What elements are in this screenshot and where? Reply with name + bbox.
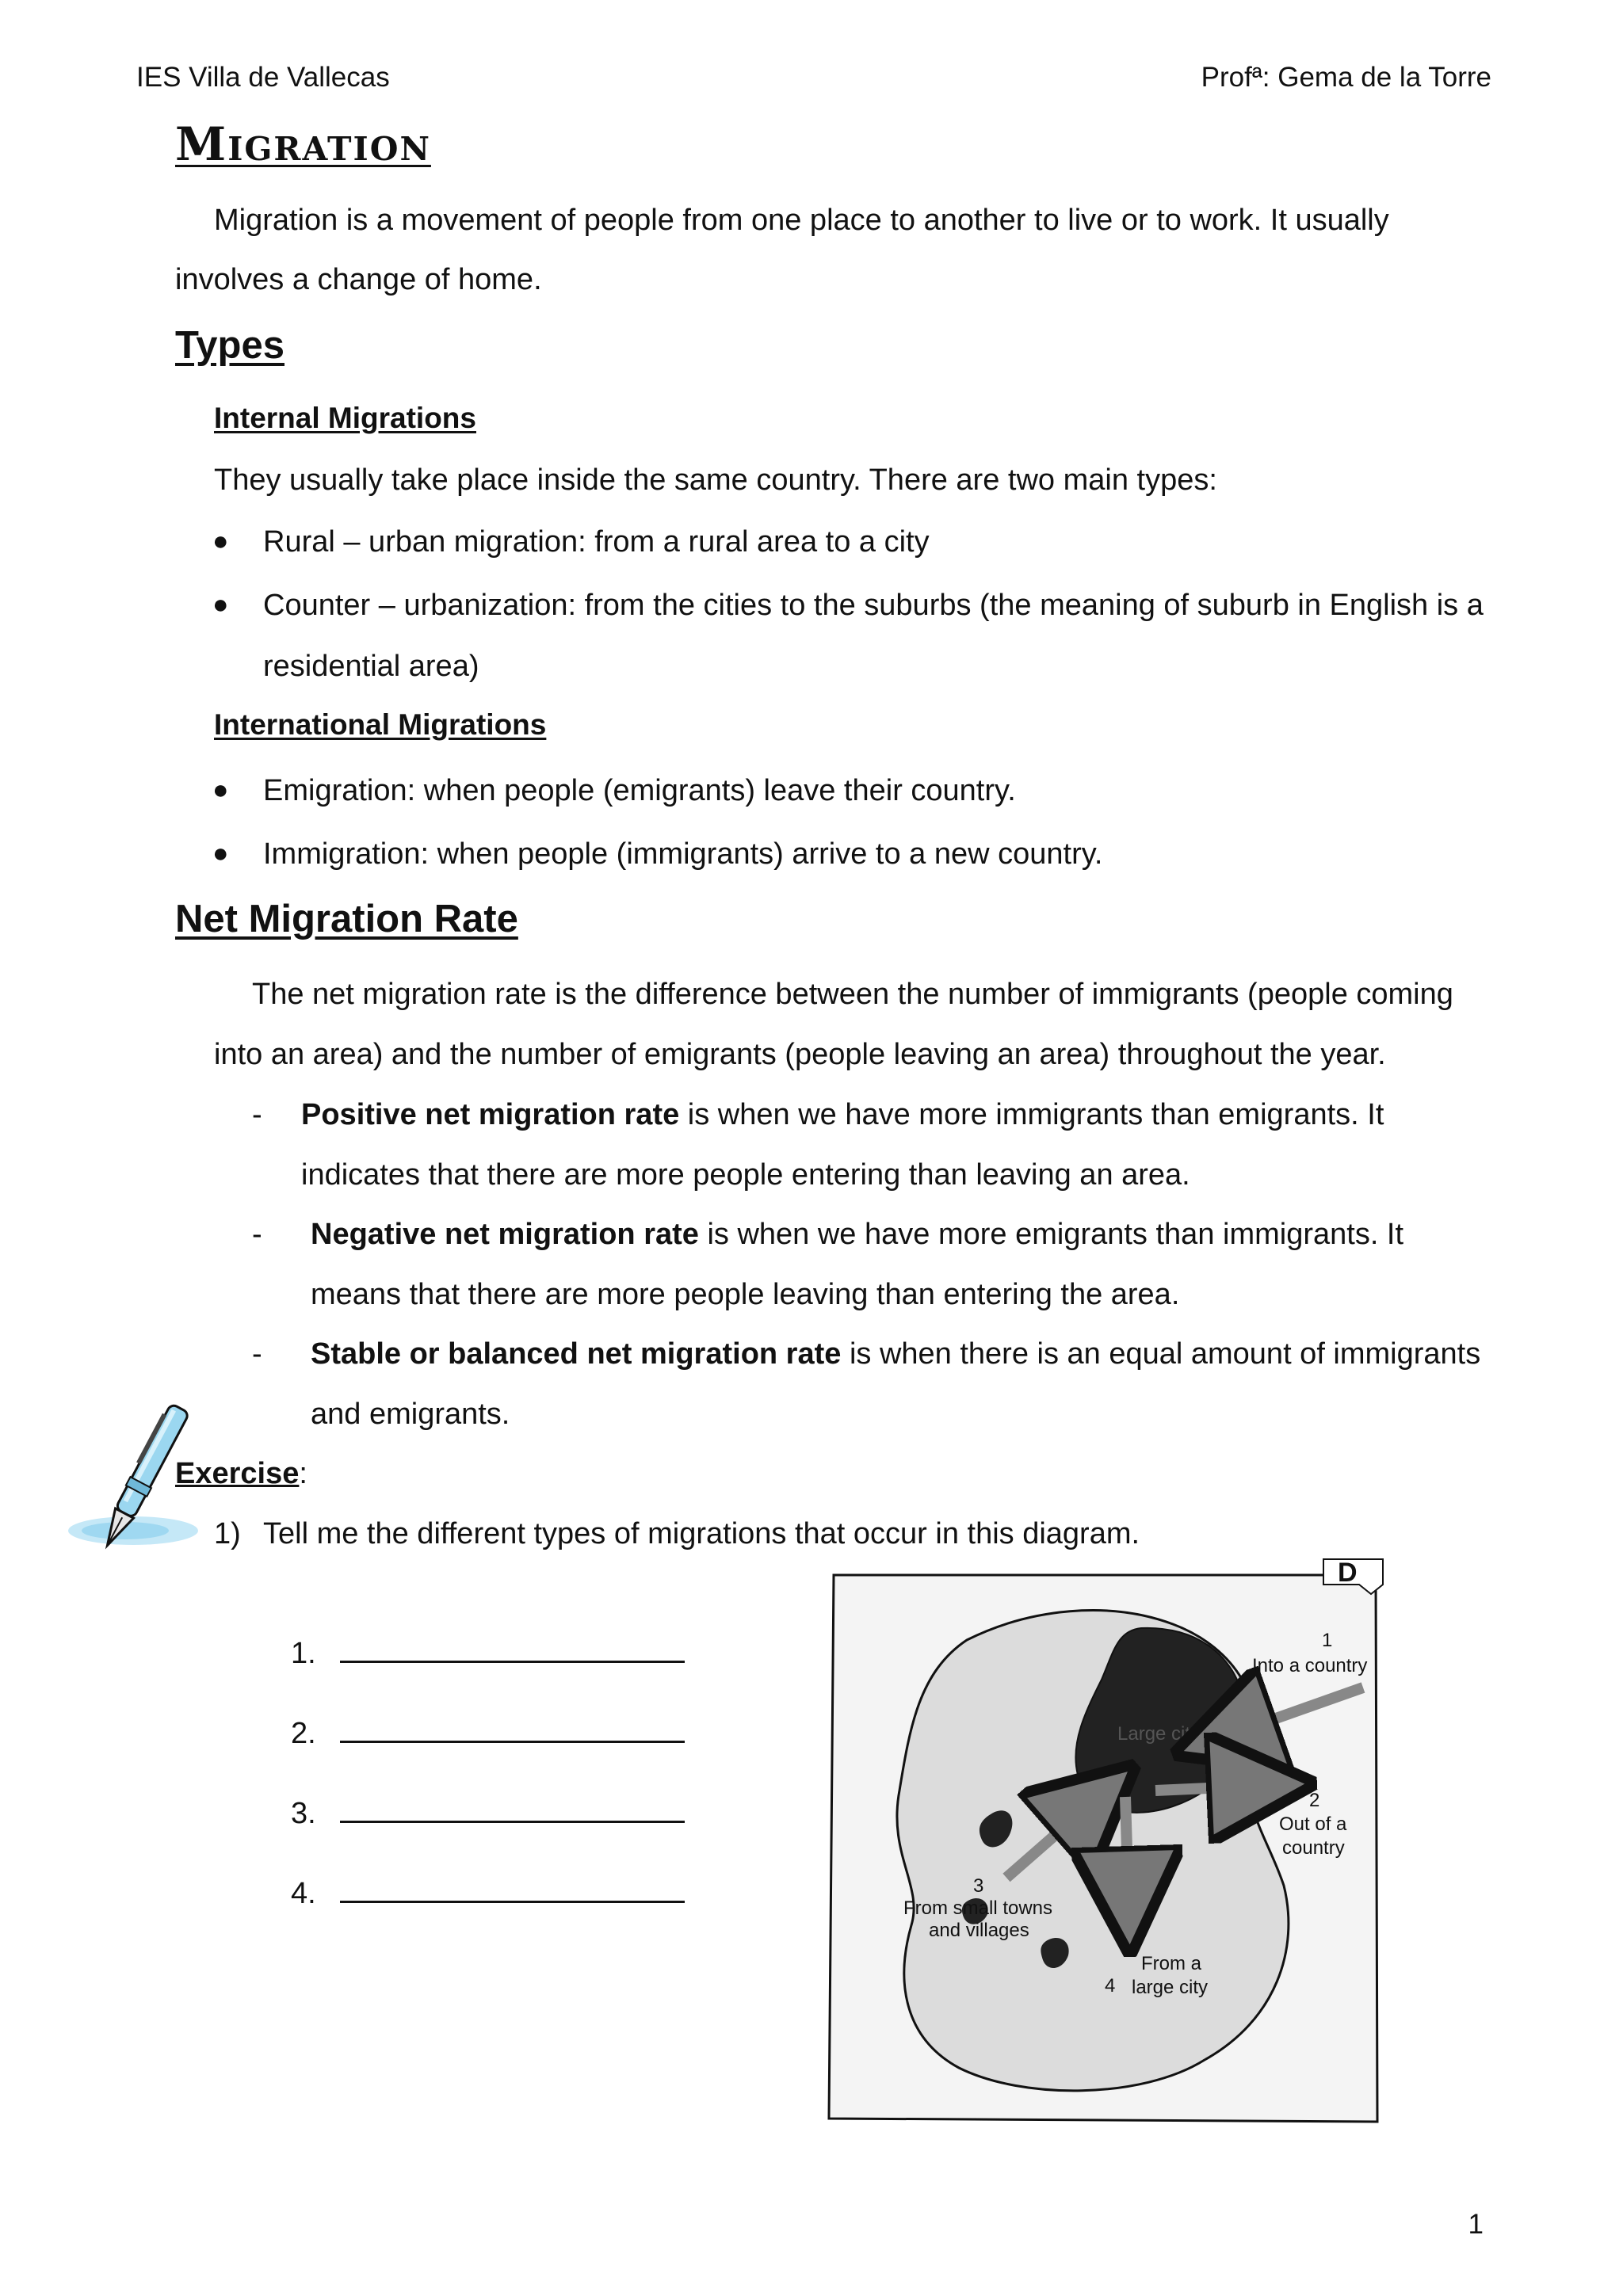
internal-bullet-2-cont: residential area) bbox=[263, 650, 479, 683]
answer-blank[interactable] bbox=[340, 1797, 685, 1823]
header-teacher: Profª: Gema de la Torre bbox=[1201, 62, 1491, 93]
answer-line-2[interactable] bbox=[291, 1717, 685, 1751]
stable-rate-desc: is when there is an equal amount of immigrants bbox=[841, 1337, 1481, 1371]
label-1-number: 1 bbox=[1322, 1630, 1333, 1651]
dash: - bbox=[252, 1098, 262, 1131]
answer-blank[interactable] bbox=[340, 1877, 685, 1903]
net-rate-heading: Net Migration Rate bbox=[175, 898, 518, 940]
answer-blank[interactable] bbox=[340, 1637, 685, 1663]
answer-number: 3. bbox=[291, 1797, 316, 1830]
positive-rate-desc: is when we have more immigrants than emigrants. It bbox=[679, 1098, 1384, 1131]
answer-line-1[interactable] bbox=[291, 1637, 685, 1671]
internal-text: They usually take place inside the same country. There are two main types: bbox=[214, 463, 1217, 497]
dash: - bbox=[252, 1337, 262, 1371]
negative-rate-item bbox=[311, 1204, 1403, 1264]
label-1-text: Into a country bbox=[1252, 1655, 1368, 1676]
city-label: Large city bbox=[1117, 1723, 1201, 1745]
answer-number: 1. bbox=[291, 1637, 316, 1670]
question-text: Tell me the different types of migrations that occur in this diagram. bbox=[263, 1517, 1140, 1550]
negative-rate-term: Negative net migration rate bbox=[311, 1218, 699, 1251]
stable-rate-term: Stable or balanced net migration rate bbox=[311, 1337, 842, 1371]
label-3-number: 3 bbox=[973, 1875, 984, 1897]
exercise-colon: : bbox=[299, 1457, 307, 1490]
net-rate-line-2: into an area) and the number of emigrants (people leaving an area) throughout the year. bbox=[214, 1038, 1386, 1071]
positive-rate-term: Positive net migration rate bbox=[301, 1098, 680, 1131]
label-3-text-2: and villages bbox=[929, 1920, 1029, 1941]
net-rate-line-1: The net migration rate is the difference between the number of immigrants (people coming bbox=[252, 978, 1453, 1011]
answer-number: 2. bbox=[291, 1717, 316, 1750]
internal-bullet-1: Rural – urban migration: from a rural area to a city bbox=[263, 525, 930, 559]
international-heading: International Migrations bbox=[214, 708, 547, 741]
label-2-number: 2 bbox=[1309, 1790, 1320, 1811]
answer-blank[interactable] bbox=[340, 1717, 685, 1743]
bullet-dot: ● bbox=[212, 775, 229, 805]
positive-rate-item bbox=[301, 1085, 1384, 1145]
internal-heading: Internal Migrations bbox=[214, 402, 476, 434]
bullet-dot: ● bbox=[212, 526, 229, 556]
label-4-number: 4 bbox=[1105, 1975, 1116, 1997]
page-number: 1 bbox=[1468, 2209, 1484, 2240]
header-school: IES Villa de Vallecas bbox=[136, 62, 390, 93]
intro-line-2: involves a change of home. bbox=[175, 263, 542, 296]
arrow-from-large-city bbox=[1125, 1797, 1128, 1901]
label-3-text-1: From small towns bbox=[903, 1897, 1053, 1919]
positive-rate-cont: indicates that there are more people entering than leaving an area. bbox=[301, 1158, 1190, 1192]
bullet-dot: ● bbox=[212, 838, 229, 868]
types-heading: Types bbox=[175, 324, 285, 367]
answer-number: 4. bbox=[291, 1877, 316, 1910]
exercise-heading bbox=[175, 1444, 307, 1504]
label-2-text-1: Out of a bbox=[1279, 1814, 1347, 1835]
answer-line-3[interactable] bbox=[291, 1797, 685, 1831]
intro-line-1: Migration is a movement of people from one place to another to live or to work. It usually bbox=[214, 204, 1389, 237]
international-bullet-2: Immigration: when people (immigrants) arrive to a new country. bbox=[263, 837, 1103, 871]
answer-line-4[interactable] bbox=[291, 1877, 685, 1911]
exercise-label: Exercise bbox=[175, 1457, 300, 1490]
arrow-out-of-country bbox=[1155, 1786, 1262, 1791]
label-2-text-2: country bbox=[1282, 1837, 1345, 1859]
migration-diagram bbox=[824, 1553, 1395, 2131]
diagram-corner-letter: D bbox=[1338, 1558, 1358, 1588]
stable-rate-item bbox=[311, 1324, 1480, 1384]
label-4-text-2: large city bbox=[1132, 1977, 1209, 1998]
bullet-dot: ● bbox=[212, 589, 229, 620]
question-number: 1) bbox=[214, 1517, 241, 1550]
negative-rate-desc: is when we have more emigrants than immigrants. It bbox=[698, 1218, 1404, 1251]
stable-rate-cont: and emigrants. bbox=[311, 1398, 510, 1431]
negative-rate-cont: means that there are more people leaving than entering the area. bbox=[311, 1278, 1180, 1311]
internal-bullet-2: Counter – urbanization: from the cities to the suburbs (the meaning of suburb in English is a bbox=[263, 589, 1484, 622]
dash: - bbox=[252, 1218, 262, 1251]
international-bullet-1: Emigration: when people (emigrants) leave their country. bbox=[263, 774, 1016, 807]
page-title: Migration bbox=[175, 117, 431, 171]
label-4-text-1: From a bbox=[1141, 1953, 1202, 1974]
